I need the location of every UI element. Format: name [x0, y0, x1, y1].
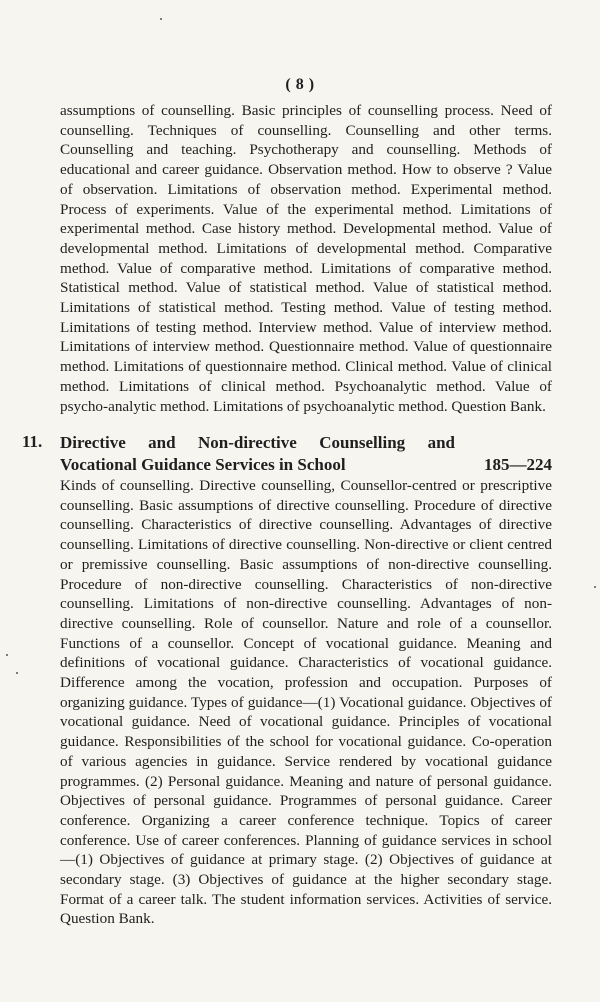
chapter-description: Kinds of counselling. Directive counselling, Counsellor-centred or prescriptive counselling. Basic assumptions of directive counselling. Procedure of directive counselling. Characteristics of directive counselling. Advantages of directive counselling. Limitations of directive counselling. Non-directive or client centred or premissive counselling. Basic assumptions of non-directive counselling. Procedure of non-directive counselling. Characteristics of non-directive counselling. Limitations of non-directive counselling. Advantages of non-directive counselling. Role of counsellor. Nature and role of a counsellor. Functions of a counsellor. Concept of vocational guidance. Meaning and definitions of vocational guidance. Characteristics of vocational guidance. Difference among the vocation, profession and occupation. Purposes of organizing guidance. Types of guidance—(1) Vocational guidance. Objectives of vocational guidance. Need of vocational guidance. Principles of vocational guidance. Responsibilities of the school for vocational guidance. Co-operation of various agencies in guidance. Service rendered by vocational guidance programmes. (2) Personal guidance. Meaning and nature of personal guidance. Objectives of personal guidance. Programmes of personal guidance. Career conference. Organizing a career conference technique. Topics of career conference. Use of career conferences. Planning of guidance services in school—(1) Objectives of guidance at primary stage. (2) Objectives of guidance at secondary stage. (3) Objectives of guidance at the higher secondary stage. Format of a career talk. The student information services. Activities of service. Question Bank.: [60, 477, 552, 928]
page-number: ( 8 ): [285, 76, 315, 93]
chapter-page-range: 185—224: [484, 454, 552, 474]
scan-speck: [16, 672, 18, 674]
chapter-description-block: [60, 476, 552, 929]
scan-speck: [160, 18, 162, 20]
scan-speck: [594, 586, 596, 588]
scan-speck: [6, 654, 8, 656]
chapter-heading: [60, 432, 552, 475]
chapter-number: 11.: [22, 432, 43, 451]
intro-paragraph-block: [60, 101, 552, 416]
chapter-title: Directive and Non-directive Counselling and Vocational Guidance Services in School: [60, 433, 455, 474]
intro-paragraph: assumptions of counselling. Basic principles of counselling process. Need of counselling. Techniques of counselling. Counselling and other terms. Counselling and teaching. Psychotherapy and counselling. Methods of educational and career guidance. Observation method. How to observe ? Value of observation. Limitations of observation method. Experimental method. Process of experiments. Value of the experimental method. Limitations of experimental method. Case history method. Developmental method. Value of developmental method. Limitations of developmental method. Comparative method. Value of comparative method. Limitations of comparative method. Statistical method. Value of statistical method. Value of statistical method. Limitations of statistical method. Testing method. Value of testing method. Limitations of testing method. Interview method. Value of interview method. Limitations of interview method. Questionnaire method. Value of questionnaire method. Limitations of questionnaire method. Clinical method. Value of clinical method. Limitations of clinical method. Psychoanalytic method. Value of psycho-analytic method. Limitations of psychoanalytic method. Question Bank.: [60, 102, 552, 415]
